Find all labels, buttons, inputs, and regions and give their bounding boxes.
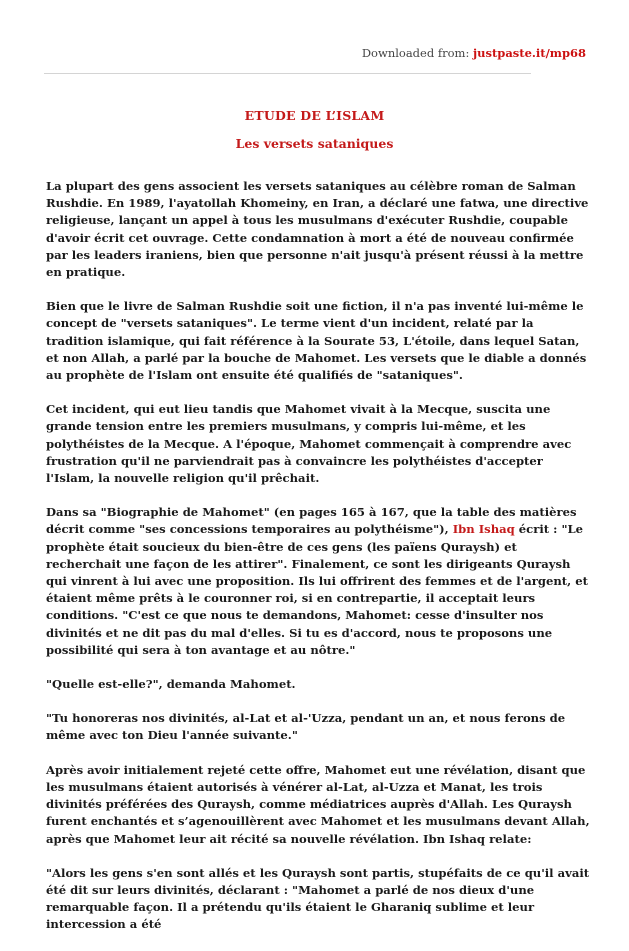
paragraph-7: Après avoir initialement rejeté cette offre, Mahomet eut une révélation, disant que les musulmans étaient autorisés à vénérer al-Lat, al-Uzza et Manat, les trois divinités préférées des Quraysh, comme médiatrices auprès d'Allah. Les Quraysh furent enchantés et s’agenouillèrent avec Mahomet et les musulmans devant Allah, après que Mahomet leur ait récité sa nouvelle révélation. Ibn Ishaq relate: (46, 762, 590, 846)
paragraph-4 (46, 504, 591, 659)
paragraph-1: La plupart des gens associent les versets sataniques au célèbre roman de Salman Rushdie. En 1989, l'ayatollah Khomeiny, en Iran, a déclaré une fatwa, une directive religieuse, lançant un appel à tous les musulmans d'exécuter Rushdie, coupable d'avoir écrit cet ouvrage. Cette condamnation à mort a été de nouveau confirmée par les leaders iraniens, bien que personne n'ait jusqu'à présent réussi à la mettre en pratique. (46, 179, 589, 280)
document-subtitle: Les versets sataniques (235, 136, 394, 151)
download-source-link[interactable]: justpaste.it/mp68 (472, 46, 586, 60)
paragraph-8: "Alors les gens s'en sont allés et les Quraysh sont partis, stupéfaits de ce qu'il avait été dit sur leurs divinités, déclarant : "Mahomet a parlé de nos dieux d'une remarquable façon. Il a prétendu qu'ils étaient le Gharaniq sublime et leur intercession a été (46, 865, 590, 932)
document-title: ETUDE DE L’ISLAM (244, 108, 385, 123)
download-source (362, 46, 586, 60)
paragraph-4-text-start: Dans sa "Biographie de Mahomet" (en pages 165 à 167, que la table des matières décrit comme "ses concessions temporaires au polythéisme"), (46, 505, 577, 537)
paragraph-5: "Quelle est-elle?", demanda Mahomet. (46, 677, 296, 692)
paragraph-2: Bien que le livre de Salman Rushdie soit une fiction, il n'a pas inventé lui-même le concept de "versets sataniques". Le terme vient d'un incident, relaté par la tradition islamique, qui fait référence à la Sourate 53, L'étoile, dans lequel Satan, et non Allah, a parlé par la bouche de Mahomet. Les versets que le diable a donnés au prophète de l'Islam ont ensuite été qualifiés de "sataniques". (46, 299, 587, 383)
document-body (46, 178, 591, 951)
paragraph-4-text-end: écrit : "Le prophète était soucieux du bien-être de ces gens (les païens Quraysh) et recherchait une façon de les attirer". Finalement, ce sont les dirigeants Quraysh qui vinrent à lui avec une proposition. Ils lui offrirent des femmes et de l'argent, et étaient même prêts à le couronner roi, si en contrepartie, il acceptait leurs conditions. "C'est ce que nous te demandons, Mahomet: cesse d'insulter nos divinités et ne dit pas du mal d'elles. Si tu es d'accord, nous te proposons une possibilité qui sera à ton avantage et au nôtre." (46, 522, 588, 657)
paragraph-6: "Tu honoreras nos divinités, al-Lat et al-'Uzza, pendant un an, et nous ferons de même avec ton Dieu l'année suivante." (46, 711, 566, 743)
download-source-label: Downloaded from: (361, 46, 473, 60)
paragraph-3: Cet incident, qui eut lieu tandis que Mahomet vivait à la Mecque, suscita une grande tension entre les premiers musulmans, y compris lui-même, et les polythéistes de la Mecque. A l'époque, Mahomet commençait à comprendre avec frustration qu'il ne parviendrait pas à convaincre les polythéistes d'accepter l'Islam, la nouvelle religion qu'il prêchait. (46, 402, 572, 486)
header-divider (44, 73, 531, 74)
ibn-ishaq-link[interactable]: Ibn Ishaq (452, 522, 515, 537)
